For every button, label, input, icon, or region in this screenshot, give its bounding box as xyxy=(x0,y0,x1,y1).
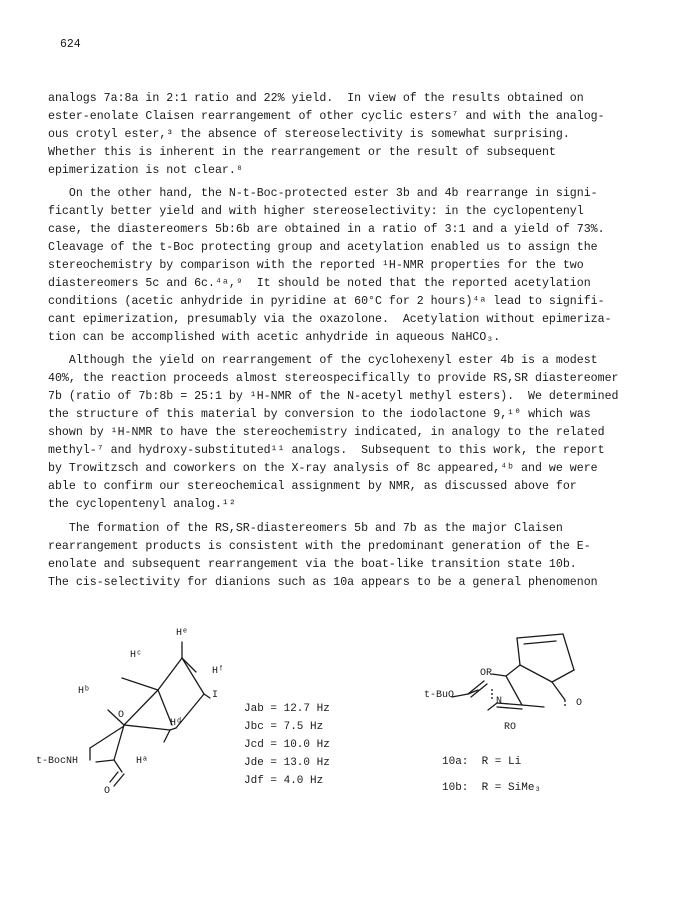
text-line: ester-enolate Claisen rearrangement of other cyclic esters⁷ and with the analog- xyxy=(48,110,605,123)
structure-10-bonds xyxy=(452,634,574,710)
text-line: able to confirm our stereochemical assignment by NMR, as discussed above for xyxy=(48,480,577,493)
text-line: Whether this is inherent in the rearrangement or the result of subsequent xyxy=(48,146,556,159)
atom-label-ring-oxygen: O xyxy=(576,698,583,709)
figure xyxy=(0,610,676,910)
atom-label-he: Hᵉ xyxy=(176,628,189,639)
text-line: tion can be accomplished with acetic anhydride in aqueous NaHCO₃. xyxy=(48,331,501,344)
atom-label-iodine: I xyxy=(212,690,219,701)
text-line: case, the diastereomers 5b:6b are obtained in a ratio of 3:1 and a yield of 73%. xyxy=(48,223,605,236)
text-line: rearrangement products is consistent with the predominant generation of the E- xyxy=(48,540,591,553)
atom-label-carbonyl-oxygen: O xyxy=(104,786,111,797)
text-line: 7b (ratio of 7b:8b = 25:1 by ¹H-NMR of the N-acetyl methyl esters). We determined xyxy=(48,390,619,403)
text-line: On the other hand, the N-t-Boc-protected ester 3b and 4b rearrange in signi- xyxy=(48,187,598,200)
paragraph-4 xyxy=(48,520,644,592)
text-line: diastereomers 5c and 6c.⁴ᵃ,⁹ It should be noted that the reported acetylation xyxy=(48,277,591,290)
text-line: The cis-selectivity for dianions such as 10a appears to be a general phenomenon xyxy=(48,576,598,589)
coupling-cd: Jcd = 10.0 Hz xyxy=(244,739,330,751)
atom-label-ha: Hᵃ xyxy=(136,756,149,767)
atom-label-nitrogen: N xyxy=(496,696,503,707)
text-line: cant epimerization, presumably via the oxazolone. Acetylation without epimeriza- xyxy=(48,313,612,326)
text-line: the structure of this material by conversion to the iodolactone 9,¹⁰ which was xyxy=(48,408,591,421)
coupling-df: Jdf = 4.0 Hz xyxy=(244,775,324,787)
coupling-bc: Jbc = 7.5 Hz xyxy=(244,721,324,733)
atom-label-or: OR xyxy=(480,668,493,679)
coupling-de: Jde = 13.0 Hz xyxy=(244,757,330,769)
paragraph-3 xyxy=(48,352,644,514)
text-line: 40%, the reaction proceeds almost stereospecifically to provide RS,SR diastereomer xyxy=(48,372,619,385)
coupling-ab: Jab = 12.7 Hz xyxy=(244,703,330,715)
text-line: conditions (acetic anhydride in pyridine at 60°C for 2 hours)⁴ᵃ lead to signifi- xyxy=(48,295,605,308)
text-line: the cyclopentenyl analog.¹² xyxy=(48,498,236,511)
structure-9-bonds xyxy=(90,642,210,786)
figure-drawing xyxy=(0,610,676,910)
coupling-constants xyxy=(244,700,330,790)
paragraph-1 xyxy=(48,90,644,180)
atom-label-bocnh: t-BocNH xyxy=(36,756,79,767)
atom-label-hb: Hᵇ xyxy=(78,686,91,697)
text-line: enolate and subsequent rearrangement via the boat-like transition state 10b. xyxy=(48,558,577,571)
text-line: ous crotyl ester,³ the absence of stereoselectivity is somewhat surprising. xyxy=(48,128,570,141)
text-line: ficantly better yield and with higher stereoselectivity: in the cyclopentenyl xyxy=(48,205,584,218)
text-line: shown by ¹H-NMR to have the stereochemistry indicated, in analogy to the related xyxy=(48,426,605,439)
text-line: Cleavage of the t-Boc protecting group and acetylation enabled us to assign the xyxy=(48,241,598,254)
text-line: analogs 7a:8a in 2:1 ratio and 22% yield. In view of the results obtained on xyxy=(48,92,584,105)
page-number: 624 xyxy=(60,38,81,51)
atom-label-hc: Hᶜ xyxy=(130,650,143,661)
legend-10b: 10b: R = SiMe₃ xyxy=(442,782,542,794)
atom-label-tbuo: t-BuO xyxy=(424,690,455,701)
text-line: The formation of the RS,SR-diastereomers 5b and 7b as the major Claisen xyxy=(48,522,563,535)
text-line: epimerization is not clear.⁸ xyxy=(48,164,243,177)
text-line: by Trowitzsch and coworkers on the X-ray analysis of 8c appeared,⁴ᵇ and we were xyxy=(48,462,598,475)
atom-label-hf: Hᶠ xyxy=(212,666,225,677)
paragraph-2 xyxy=(48,185,644,347)
legend-10a: 10a: R = Li xyxy=(442,756,522,768)
text-line: stereochemistry by comparison with the reported ¹H-NMR properties for the two xyxy=(48,259,584,272)
atom-label-ring-oxygen: O xyxy=(118,710,125,721)
atom-label-ro: RO xyxy=(504,722,517,733)
text-line: Although the yield on rearrangement of the cyclohexenyl ester 4b is a modest xyxy=(48,354,598,367)
text-line: methyl-⁷ and hydroxy-substituted¹¹ analogs. Subsequent to this work, the report xyxy=(48,444,605,457)
atom-label-hd: Hᵈ xyxy=(170,718,183,729)
